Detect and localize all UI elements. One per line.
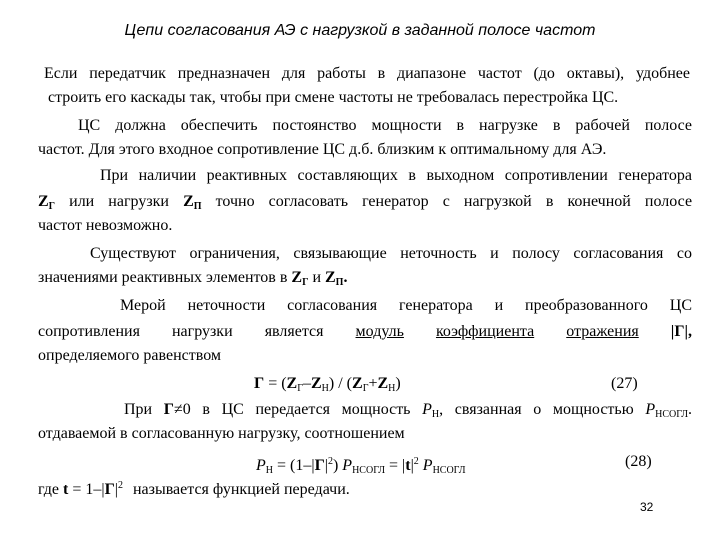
paragraph-3-line-3: частот невозможно. [38, 217, 173, 234]
z-load-symbol: $Z_П$ [183, 193, 202, 212]
paragraph-3-line-1: При наличии реактивных составляющих в выходном сопротивлении генератора [100, 167, 692, 184]
paragraph-5-line-3: определяемого равенством [38, 347, 222, 364]
word-resistance: сопротивления [38, 323, 140, 340]
equation-27-number: (27) [611, 375, 638, 392]
z-load-symbol-2: $Z_П$. [325, 269, 348, 288]
word-reflection: отражения [566, 323, 639, 340]
paragraph-6-text-b: в ЦС передается мощность [202, 401, 411, 418]
paragraph-3-text-a: или нагрузки [69, 193, 169, 210]
word-coefficient: коэффициента [435, 323, 535, 340]
paragraph-5-line-2 [38, 322, 692, 342]
gamma-nonzero: Г≠0 [163, 401, 191, 418]
equation-28: $P_Н = (1-|Г|^2) P_{НСОГЛ} = |t|^2$ $P_{НСОГЛ}$ [256, 456, 466, 476]
paragraph-7 [38, 476, 692, 500]
paragraph-5-line-1: Мерой неточности согласования генератора и преобразованного ЦС [120, 297, 692, 314]
paragraph-6-text-c: , связанная о мощностью [439, 401, 634, 418]
word-load: нагрузки [171, 323, 233, 340]
paragraph-6-line-1 [124, 400, 692, 425]
paragraph-2-line-1: ЦС должна обеспечить постоянство мощности в нагрузке в рабочей полосе [78, 117, 692, 134]
word-is: является [264, 323, 324, 340]
z-generator-symbol-2: $Z_Г$ [291, 269, 309, 288]
paragraph-2-line-2: частот. Для этого входное сопротивление ЦС д.б. близким к оптимальному для АЭ. [38, 141, 607, 158]
transfer-function-formula: $t = 1-|Г|^2$ [63, 480, 123, 498]
z-generator-symbol: $Z_Г$ [38, 193, 56, 212]
equation-27: $Г = (Z_Г-Z_Н) / (Z_Г+Z_Н)$ [254, 375, 401, 394]
paragraph-6-text-a: При [124, 401, 153, 418]
word-modulus: модуль [355, 323, 404, 340]
power-matched-symbol: $P_{НСОГЛ}$. [645, 401, 693, 420]
slide-title: Цепи согласования АЭ с нагрузкой в заданной полосе частот [124, 22, 596, 39]
paragraph-4-line-1: Существуют ограничения, связывающие неточность и полосу согласования со [90, 245, 692, 262]
paragraph-1-line-2: строить его каскады так, чтобы при смене частоты не требовалась перестройка ЦС. [48, 89, 619, 106]
page-number: 32 [640, 500, 654, 514]
paragraph-1-line-1: Если передатчик предназначен для работы в диапазоне частот (до октавы), удобнее [44, 65, 690, 82]
paragraph-3-text-b: точно согласовать генератор с нагрузкой в конечной полосе [215, 193, 693, 210]
paragraph-4-and: и [312, 269, 321, 286]
gamma-abs-symbol: |Γ|, [670, 323, 693, 340]
paragraph-4-line-2 [38, 268, 692, 293]
paragraph-3-line-2 [38, 192, 692, 217]
paragraph-7-text-b: называется функцией передачи. [132, 481, 350, 498]
equation-28-number: (28) [625, 453, 652, 470]
paragraph-7-text-a: где [38, 481, 60, 498]
paragraph-6-line-2: отдаваемой в согласованную нагрузку, соотношением [38, 425, 405, 442]
power-load-symbol: $P_Н$ [422, 401, 440, 420]
paragraph-4-text: значениями реактивных элементов в [38, 269, 288, 286]
